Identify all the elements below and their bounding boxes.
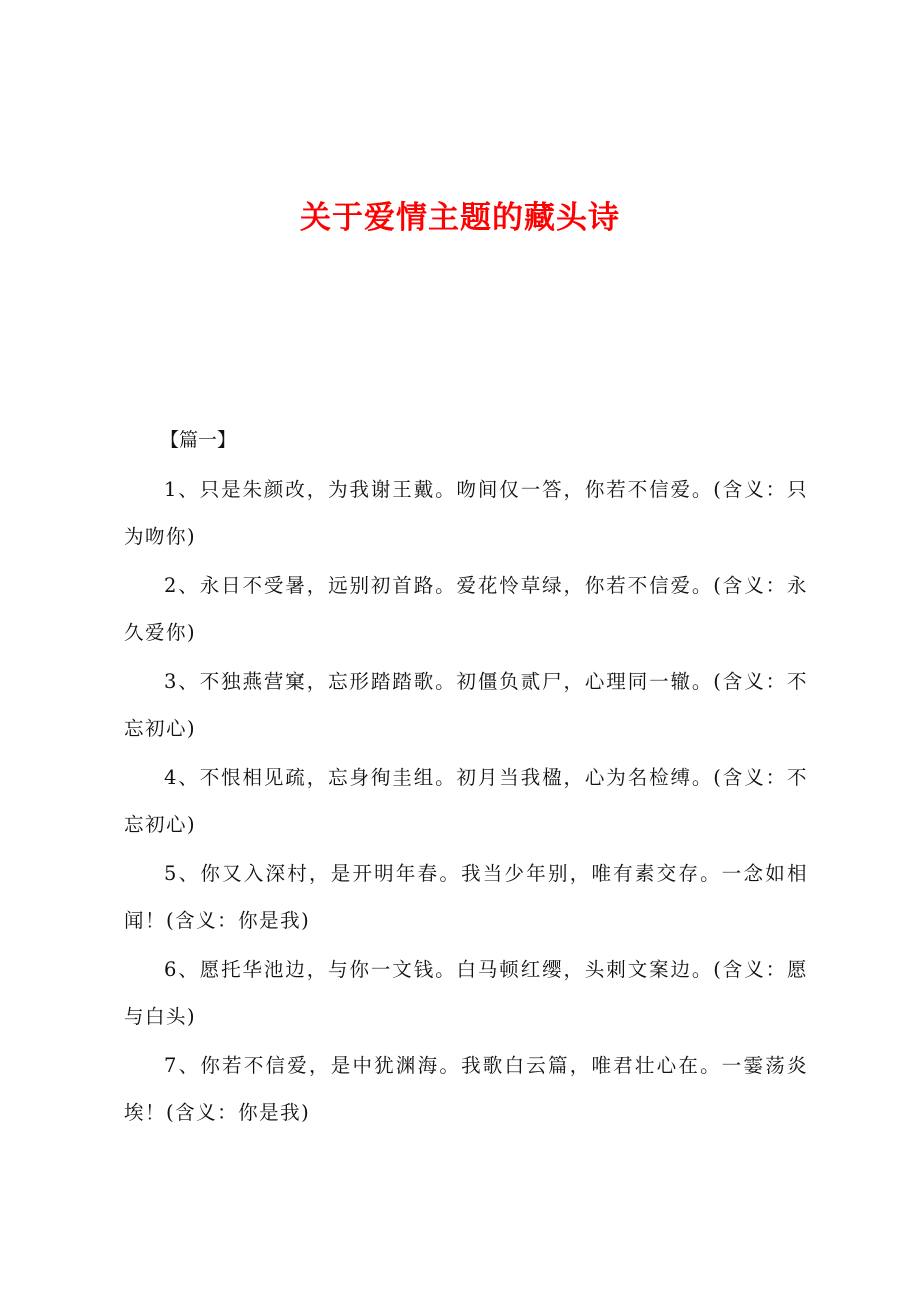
poem-item-6: 6、愿托华池边，与你一文钱。白马顿红缨，头刺文案边。(含义：愿与白头) bbox=[124, 958, 808, 1028]
section-heading: 【篇一】 bbox=[160, 429, 237, 451]
poem-item-4: 4、不恨相见疏，忘身徇圭组。初月当我楹，心为名检缚。(含义：不忘初心) bbox=[124, 766, 808, 836]
poem-item-5: 5、你又入深村，是开明年春。我当少年别，唯有素交存。一念如相闻！(含义：你是我) bbox=[124, 862, 808, 932]
poem-item-7: 7、你若不信爱，是中犹渊海。我歌白云篇，唯君壮心在。一霎荡炎埃！(含义：你是我) bbox=[124, 1054, 808, 1124]
poem-item-3: 3、不独燕营窠，忘形踏踏歌。初僵负贰尸，心理同一辙。(含义：不忘初心) bbox=[124, 670, 808, 740]
document-title: 关于爱情主题的藏头诗 bbox=[300, 200, 620, 236]
poem-item-1: 1、只是朱颜改，为我谢王戴。吻间仅一答，你若不信爱。(含义：只为吻你) bbox=[124, 478, 808, 548]
poem-item-2: 2、永日不受暑，远别初首路。爱花怜草绿，你若不信爱。(含义：永久爱你) bbox=[124, 574, 808, 644]
